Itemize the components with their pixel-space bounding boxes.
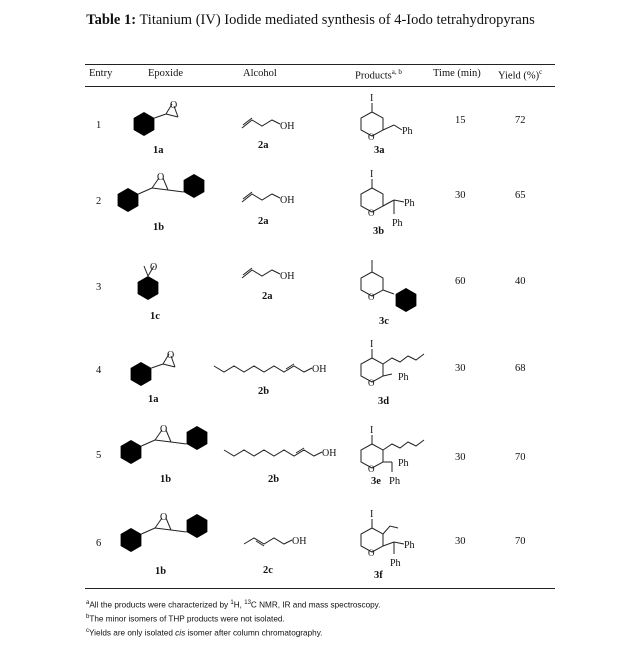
svg-text:Ph: Ph	[390, 558, 401, 569]
row2-product-label: 3b	[373, 226, 385, 237]
header-alcohol: Alcohol	[243, 68, 277, 79]
svg-text:OH: OH	[312, 364, 327, 375]
svg-text:I: I	[370, 425, 374, 436]
svg-text:O: O	[368, 132, 375, 142]
row2-entry: 2	[96, 196, 102, 207]
row6-entry: 6	[96, 538, 102, 549]
row3-epoxide-label: 1c	[150, 311, 160, 322]
svg-text:I: I	[370, 169, 374, 180]
header-epoxide: Epoxide	[148, 68, 183, 79]
row2-alcohol-label: 2a	[258, 216, 269, 227]
row5-epoxide-label: 1b	[160, 474, 172, 485]
row2-product-structure	[350, 168, 430, 234]
table-label: Table 1:	[86, 12, 137, 28]
svg-text:O: O	[150, 262, 158, 273]
row4-entry: 4	[96, 365, 102, 376]
row2-alcohol-structure	[240, 186, 300, 210]
svg-text:OH: OH	[292, 536, 307, 547]
svg-text:OH: OH	[280, 195, 295, 206]
row4-alcohol-structure	[212, 358, 362, 380]
row3-entry: 3	[96, 282, 102, 293]
row2-epoxide-label: 1b	[153, 222, 165, 233]
row1-epoxide-label: 1a	[153, 145, 164, 156]
svg-text:O: O	[368, 464, 375, 474]
footnote-a: $^a$All the products were characterized by $^1$H, $^{13}$C NMR, IR and mass spectroscopy.	[86, 600, 381, 610]
svg-text:O: O	[160, 512, 168, 523]
row1-product-label: 3a	[374, 145, 385, 156]
top-rule	[85, 64, 555, 65]
row5-alcohol-label: 2b	[268, 474, 280, 485]
row5-yield: 70	[515, 452, 526, 463]
header-entry: Entry	[89, 68, 113, 79]
svg-text:O: O	[160, 424, 168, 435]
row3-time: 60	[455, 276, 466, 287]
header-rule	[85, 86, 555, 87]
svg-text:Ph: Ph	[392, 218, 403, 229]
svg-text:O: O	[368, 208, 375, 218]
svg-text:OH: OH	[280, 121, 295, 132]
row4-product-label: 3d	[378, 396, 390, 407]
row1-alcohol-structure	[240, 112, 300, 136]
row4-yield: 68	[515, 363, 526, 374]
row2-epoxide-structure	[112, 172, 212, 216]
svg-text:Ph: Ph	[398, 372, 409, 383]
row4-alcohol-label: 2b	[258, 386, 270, 397]
row5-epoxide-structure	[115, 424, 215, 468]
row5-product-ph: Ph	[389, 476, 401, 487]
svg-text:O: O	[368, 292, 375, 302]
row6-alcohol-label: 2c	[263, 565, 273, 576]
row6-epoxide-label: 1b	[155, 566, 167, 577]
row4-product-structure	[350, 338, 440, 398]
table-title	[0, 12, 621, 29]
svg-text:Ph: Ph	[404, 540, 415, 551]
svg-text:O: O	[368, 378, 375, 388]
svg-text:I: I	[370, 339, 374, 350]
svg-text:O: O	[157, 172, 165, 183]
row1-product-structure	[350, 92, 420, 144]
header-time: Time (min)	[433, 68, 481, 79]
row6-yield: 70	[515, 536, 526, 547]
svg-text:I: I	[370, 509, 374, 520]
row4-epoxide-label: 1a	[148, 394, 159, 405]
row5-product-label: 3e	[371, 476, 381, 487]
svg-text:Ph: Ph	[398, 458, 409, 469]
row3-yield: 40	[515, 276, 526, 287]
svg-text:Ph: Ph	[404, 198, 415, 209]
table-title-text: Titanium (IV) Iodide mediated synthesis of 4-Iodo tetrahydropyrans	[139, 12, 535, 28]
footnote-b: $^b$The minor isomers of THP products were not isolated.	[86, 614, 285, 624]
row4-time: 30	[455, 363, 466, 374]
row2-yield: 65	[515, 190, 526, 201]
row6-epoxide-structure	[115, 512, 215, 556]
row6-product-label: 3f	[374, 570, 383, 581]
header-yield: Yield (%)$^c$	[498, 68, 543, 82]
svg-text:OH: OH	[280, 271, 295, 282]
row6-time: 30	[455, 536, 466, 547]
row3-product-structure	[350, 254, 440, 316]
bottom-rule	[85, 588, 555, 589]
row5-product-structure	[350, 424, 440, 484]
row1-alcohol-label: 2a	[258, 140, 269, 151]
row3-alcohol-structure	[240, 262, 300, 286]
row5-entry: 5	[96, 450, 102, 461]
svg-text:OH: OH	[322, 448, 337, 459]
row1-yield: 72	[515, 115, 526, 126]
row3-product-label: 3c	[379, 316, 389, 327]
footnote-c: $^c$Yields are only isolated cis isomer after column chromatography.	[86, 628, 323, 638]
row1-epoxide-structure	[128, 100, 188, 140]
header-products: Products$^{a, b}$	[355, 68, 402, 82]
row3-alcohol-label: 2a	[262, 291, 273, 302]
row1-entry: 1	[96, 120, 102, 131]
row3-epoxide-structure	[130, 258, 170, 306]
row6-product-structure	[350, 508, 440, 572]
svg-text:I: I	[370, 93, 374, 104]
svg-text:O: O	[368, 548, 375, 558]
row4-epoxide-structure	[125, 350, 185, 390]
row2-time: 30	[455, 190, 466, 201]
svg-text:O: O	[167, 350, 175, 361]
row5-time: 30	[455, 452, 466, 463]
row6-alcohol-structure	[242, 530, 322, 552]
row1-time: 15	[455, 115, 466, 126]
svg-text:Ph: Ph	[402, 126, 413, 137]
svg-text:O: O	[170, 100, 178, 111]
